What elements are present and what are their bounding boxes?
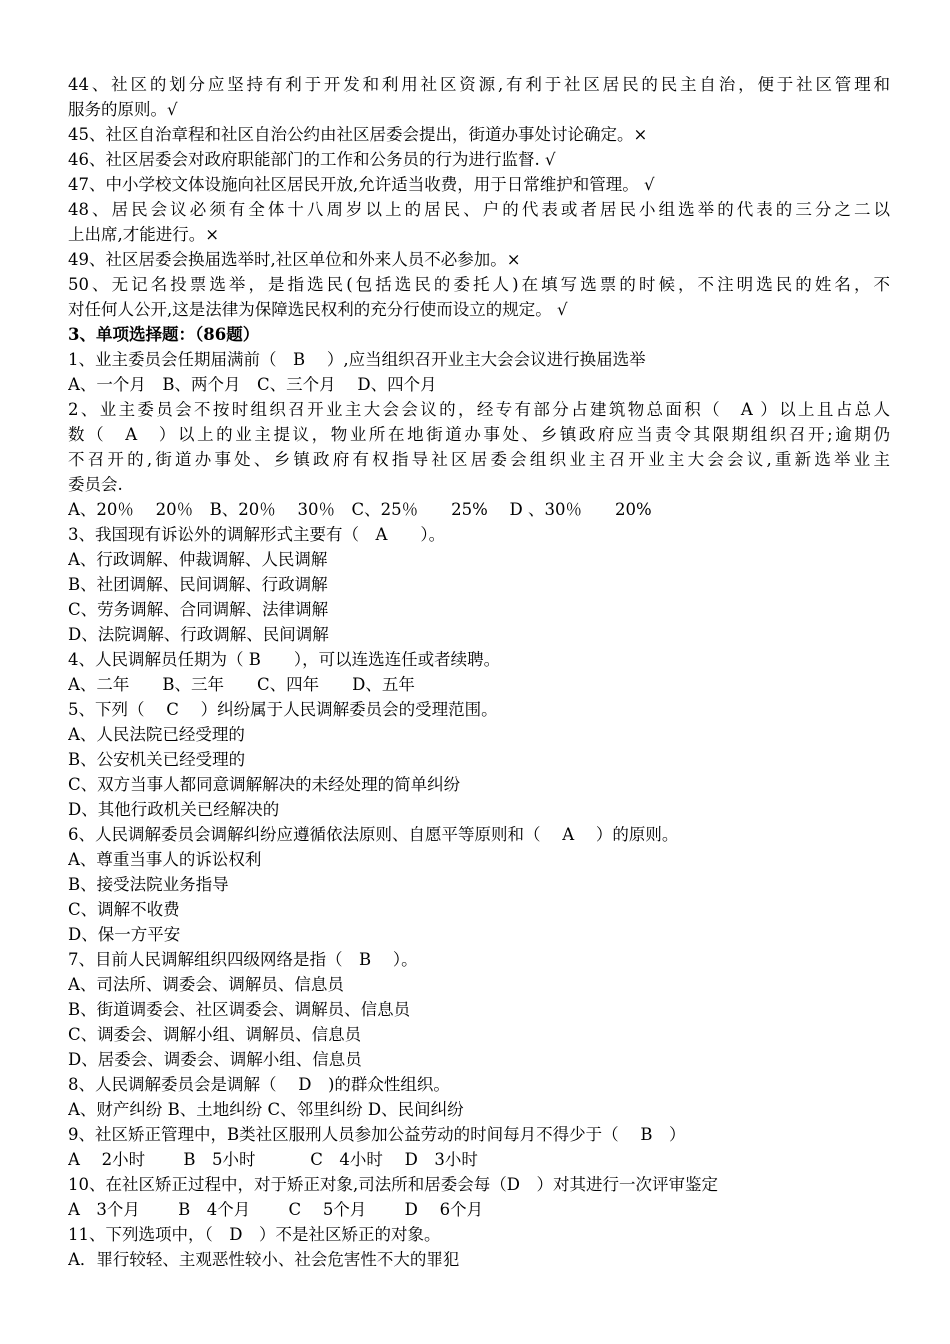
text-line: B、社团调解、民间调解、行政调解 xyxy=(68,575,328,594)
text-line: D、法院调解、行政调解、民间调解 xyxy=(68,625,329,644)
text-line: 8、人民调解委员会是调解（ D )的群众性组织。 xyxy=(68,1075,450,1094)
text-line: 10、在社区矫正过程中，对于矫正对象,司法所和居委会每（D ）对其进行一次评审鉴定 xyxy=(68,1175,718,1194)
text-line: 46、社区居委会对政府职能部门的工作和公务员的行为进行监督. √ xyxy=(68,150,556,169)
section-heading: 3、单项选择题：（86题） xyxy=(68,325,260,344)
text-line: 50、无记名投票选举，是指选民(包括选民的委托人)在填写选票的时候，不注明选民的姓名，不 xyxy=(68,275,890,294)
text-line: 1、业主委员会任期届满前（ B ）,应当组织召开业主大会会议进行换届选举 xyxy=(68,350,646,369)
text-line: D、其他行政机关已经解决的 xyxy=(68,800,280,819)
text-line: 7、目前人民调解组织四级网络是指（ B ）。 xyxy=(68,950,418,969)
text-line: 49、社区居委会换届选举时,社区单位和外来人员不必参加。× xyxy=(68,250,521,269)
text-line: A、司法所、调委会、调解员、信息员 xyxy=(68,975,344,994)
text-line: B、街道调委会、社区调委会、调解员、信息员 xyxy=(68,1000,411,1019)
text-line: C、调解不收费 xyxy=(68,900,180,919)
text-line: B、公安机关已经受理的 xyxy=(68,750,246,769)
text-line: A、行政调解、仲裁调解、人民调解 xyxy=(68,550,328,569)
text-line: C、双方当事人都同意调解解决的未经处理的简单纠纷 xyxy=(68,775,461,794)
text-line: 3、我国现有诉讼外的调解形式主要有（ A ）。 xyxy=(68,525,446,544)
text-line: 11、下列选项中，（ D ）不是社区矫正的对象。 xyxy=(68,1225,441,1244)
text-line: 6、人民调解委员会调解纠纷应遵循依法原则、自愿平等原则和（ A ）的原则。 xyxy=(68,825,679,844)
text-line: 对任何人公开,这是法律为保障选民权利的充分行使而设立的规定。 √ xyxy=(68,300,568,319)
text-line: A 3个月 B 4个月 C 5个月 D 6个月 xyxy=(68,1200,484,1219)
text-line: 委员会. xyxy=(68,475,123,494)
text-line: 45、社区自治章程和社区自治公约由社区居委会提出，街道办事处讨论确定。× xyxy=(68,125,648,144)
text-line: 2、业主委员会不按时组织召开业主大会会议的，经专有部分占建筑物总面积（ A ）以上且占总人 xyxy=(68,400,890,419)
text-line: 服务的原则。√ xyxy=(68,100,178,119)
text-line: 5、下列（ C ）纠纷属于人民调解委员会的受理范围。 xyxy=(68,700,498,719)
text-line: A、财产纠纷 B、土地纠纷 C、邻里纠纷 D、民间纠纷 xyxy=(68,1100,464,1119)
text-line: A、尊重当事人的诉讼权利 xyxy=(68,850,262,869)
text-line: C、调委会、调解小组、调解员、信息员 xyxy=(68,1025,362,1044)
text-line: 数（ A ）以上的业主提议，物业所在地街道办事处、乡镇政府应当责令其限期组织召开;逾期仍 xyxy=(68,425,890,444)
text-line: 4、人民调解员任期为（ B ），可以连选连任或者续聘。 xyxy=(68,650,501,669)
text-line: D、居委会、调委会、调解小组、信息员 xyxy=(68,1050,362,1069)
text-line: 47、中小学校文体设施向社区居民开放,允许适当收费，用于日常维护和管理。 √ xyxy=(68,175,655,194)
text-line: 48、居民会议必须有全体十八周岁以上的居民、户的代表或者居民小组选举的代表的三分之二以 xyxy=(68,200,890,219)
text-line: 不召开的,街道办事处、乡镇政府有权指导社区居委会组织业主召开业主大会会议,重新选举业主 xyxy=(68,450,890,469)
text-line: A、二年 B、三年 C、四年 D、五年 xyxy=(68,675,415,694)
text-line: A、20％ 20％ B、20％ 30％ C、25％ 25% D 、30％ 20% xyxy=(68,500,652,519)
text-line: A 2小时 B 5小时 C 4小时 D 3小时 xyxy=(68,1150,478,1169)
text-line: 9、社区矫正管理中，B类社区服刑人员参加公益劳动的时间每月不得少于（ B ） xyxy=(68,1125,686,1144)
document-body xyxy=(68,72,890,1272)
text-line: B、接受法院业务指导 xyxy=(68,875,229,894)
text-line: D、保一方平安 xyxy=(68,925,181,944)
text-line: 44、社区的划分应坚持有利于开发和利用社区资源,有利于社区居民的民主自治，便于社区管理和 xyxy=(68,75,890,94)
text-line: C、劳务调解、合同调解、法律调解 xyxy=(68,600,329,619)
text-line: 上出席,才能进行。× xyxy=(68,225,220,244)
text-line: A．罪行较轻、主观恶性较小、社会危害性不大的罪犯 xyxy=(68,1250,460,1269)
text-line: A、人民法院已经受理的 xyxy=(68,725,245,744)
text-line: A、一个月 B、两个月 C、三个月 D、四个月 xyxy=(68,375,437,394)
